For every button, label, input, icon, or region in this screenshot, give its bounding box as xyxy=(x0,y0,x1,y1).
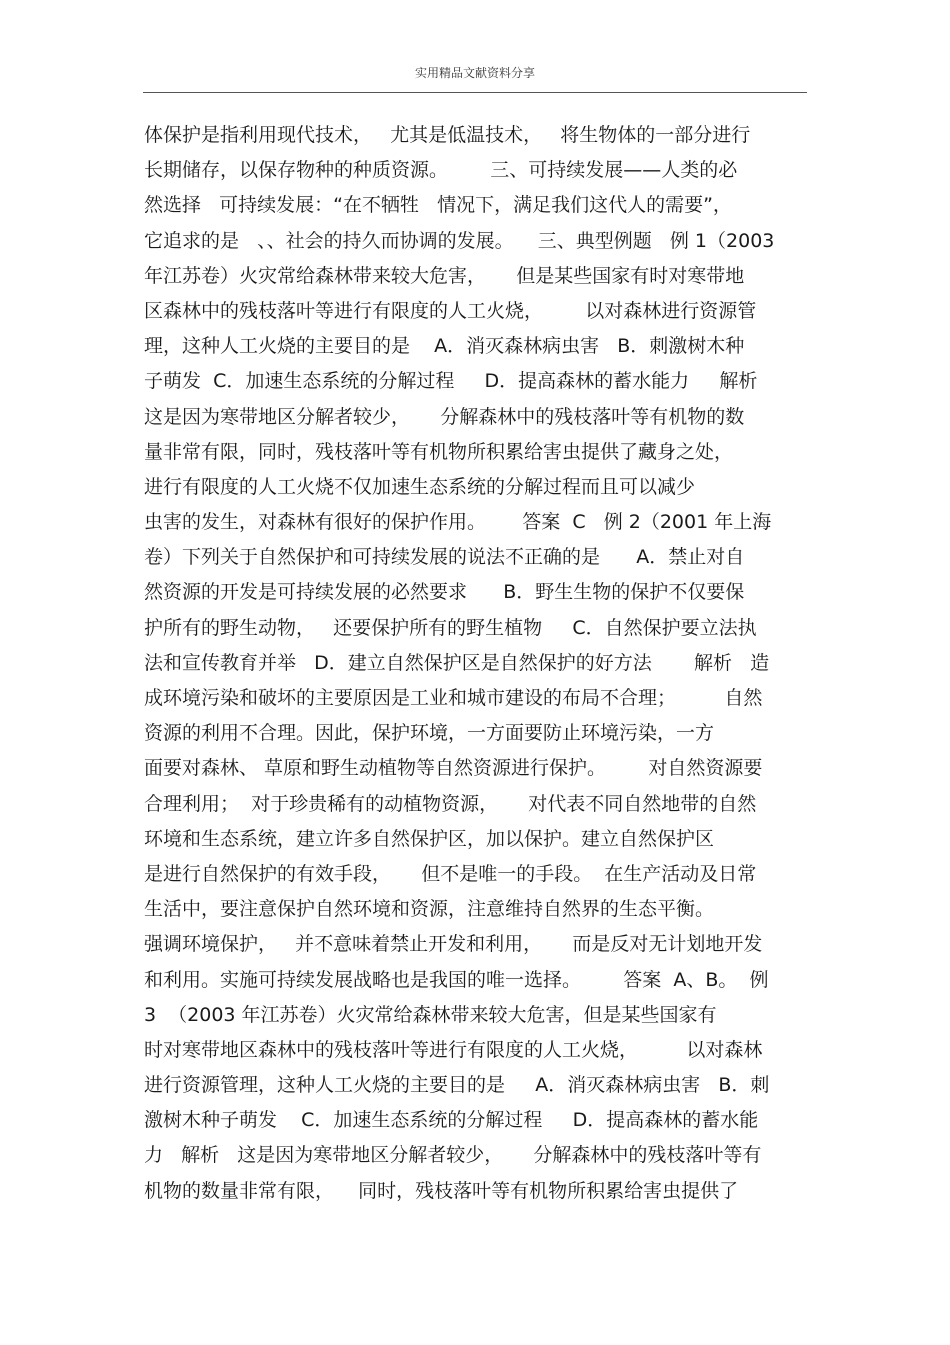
text-line: 长期储存，以保存物种的种质资源。 三、可持续发展——人类的必 xyxy=(144,159,738,182)
text-line: 生活中，要注意保护自然环境和资源，注意维持自然界的生态平衡。 xyxy=(144,898,715,921)
text-line: 这是因为寒带地区分解者较少， 分解森林中的残枝落叶等有机物的数 xyxy=(144,405,745,428)
text-line: 然选择 可持续发展：“在不牺牲 情况下，满足我们这代人的需要”， xyxy=(144,194,732,217)
text-line: 它追求的是 、、社会的持久而协调的发展。 三、典型例题 例 1（2003 xyxy=(144,229,775,252)
text-line: 激树木种子萌发 C．加速生态系统的分解过程 D．提高森林的蓄水能 xyxy=(144,1109,759,1132)
text-line: 理，这种人工火烧的主要目的是 A．消灭森林病虫害 B．刺激树木种 xyxy=(144,335,745,358)
text-line: 环境和生态系统，建立许多自然保护区，加以保护。建立自然保护区 xyxy=(144,827,715,850)
text-line: 3 （2003 年江苏卷）火灾常给森林带来较大危害，但是某些国家有 xyxy=(144,1003,717,1026)
text-line: 年江苏卷）火灾常给森林带来较大危害， 但是某些国家有时对寒带地 xyxy=(144,264,745,287)
text-line: 和利用。实施可持续发展战略也是我国的唯一选择。 答案 A、B。 例 xyxy=(144,968,769,991)
text-line: 强调环境保护， 并不意味着禁止开发和利用， 而是反对无计划地开发 xyxy=(144,933,763,956)
text-line: 成环境污染和破坏的主要原因是工业和城市建设的布局不合理； 自然 xyxy=(144,687,763,709)
text-line: 虫害的发生，对森林有很好的保护作用。 答案 C 例 2（2001 年上海 xyxy=(144,511,772,534)
page-header-title: 实用精品文献资料分享 xyxy=(414,66,535,80)
text-line: 进行有限度的人工火烧不仅加速生态系统的分解过程而且可以减少 xyxy=(144,475,696,498)
text-line: 机物的数量非常有限， 同时，残枝落叶等有机物所积累给害虫提供了 xyxy=(144,1179,739,1202)
text-line: 体保护是指利用现代技术， 尤其是低温技术， 将生物体的一部分进行 xyxy=(144,124,751,146)
text-line: 子萌发 C．加速生态系统的分解过程 D．提高森林的蓄水能力 解析 xyxy=(144,370,758,393)
text-line: 是进行自然保护的有效手段， 但不是唯一的手段。 在生产活动及日常 xyxy=(144,862,757,885)
text-line: 时对寒带地区森林中的残枝落叶等进行有限度的人工火烧， 以对森林 xyxy=(144,1038,763,1061)
text-line: 面要对森林、 草原和野生动植物等自然资源进行保护。 对自然资源要 xyxy=(144,757,763,780)
text-line: 量非常有限，同时，残枝落叶等有机物所积累给害虫提供了藏身之处， xyxy=(144,440,734,463)
text-line: 区森林中的残枝落叶等进行有限度的人工火烧， 以对森林进行资源管 xyxy=(144,299,757,322)
text-line: 法和宣传教育并举 D．建立自然保护区是自然保护的好方法 解析 造 xyxy=(144,651,770,674)
text-line: 护所有的野生动物， 还要保护所有的野生植物 C．自然保护要立法执 xyxy=(144,616,757,639)
text-line: 力 解析 这是因为寒带地区分解者较少， 分解森林中的残枝落叶等有 xyxy=(144,1144,762,1167)
text-line: 卷）下列关于自然保护和可持续发展的说法不正确的是 A．禁止对自 xyxy=(144,546,745,569)
text-line: 合理利用； 对于珍贵稀有的动植物资源， 对代表不同自然地带的自然 xyxy=(144,792,757,815)
text-line: 资源的利用不合理。因此，保护环境，一方面要防止环境污染，一方 xyxy=(144,722,715,745)
text-line: 进行资源管理，这种人工火烧的主要目的是 A．消灭森林病虫害 B．刺 xyxy=(144,1074,770,1097)
body-text xyxy=(144,118,824,1209)
header-divider xyxy=(143,92,807,93)
text-line: 然资源的开发是可持续发展的必然要求 B．野生生物的保护不仅要保 xyxy=(144,581,745,604)
